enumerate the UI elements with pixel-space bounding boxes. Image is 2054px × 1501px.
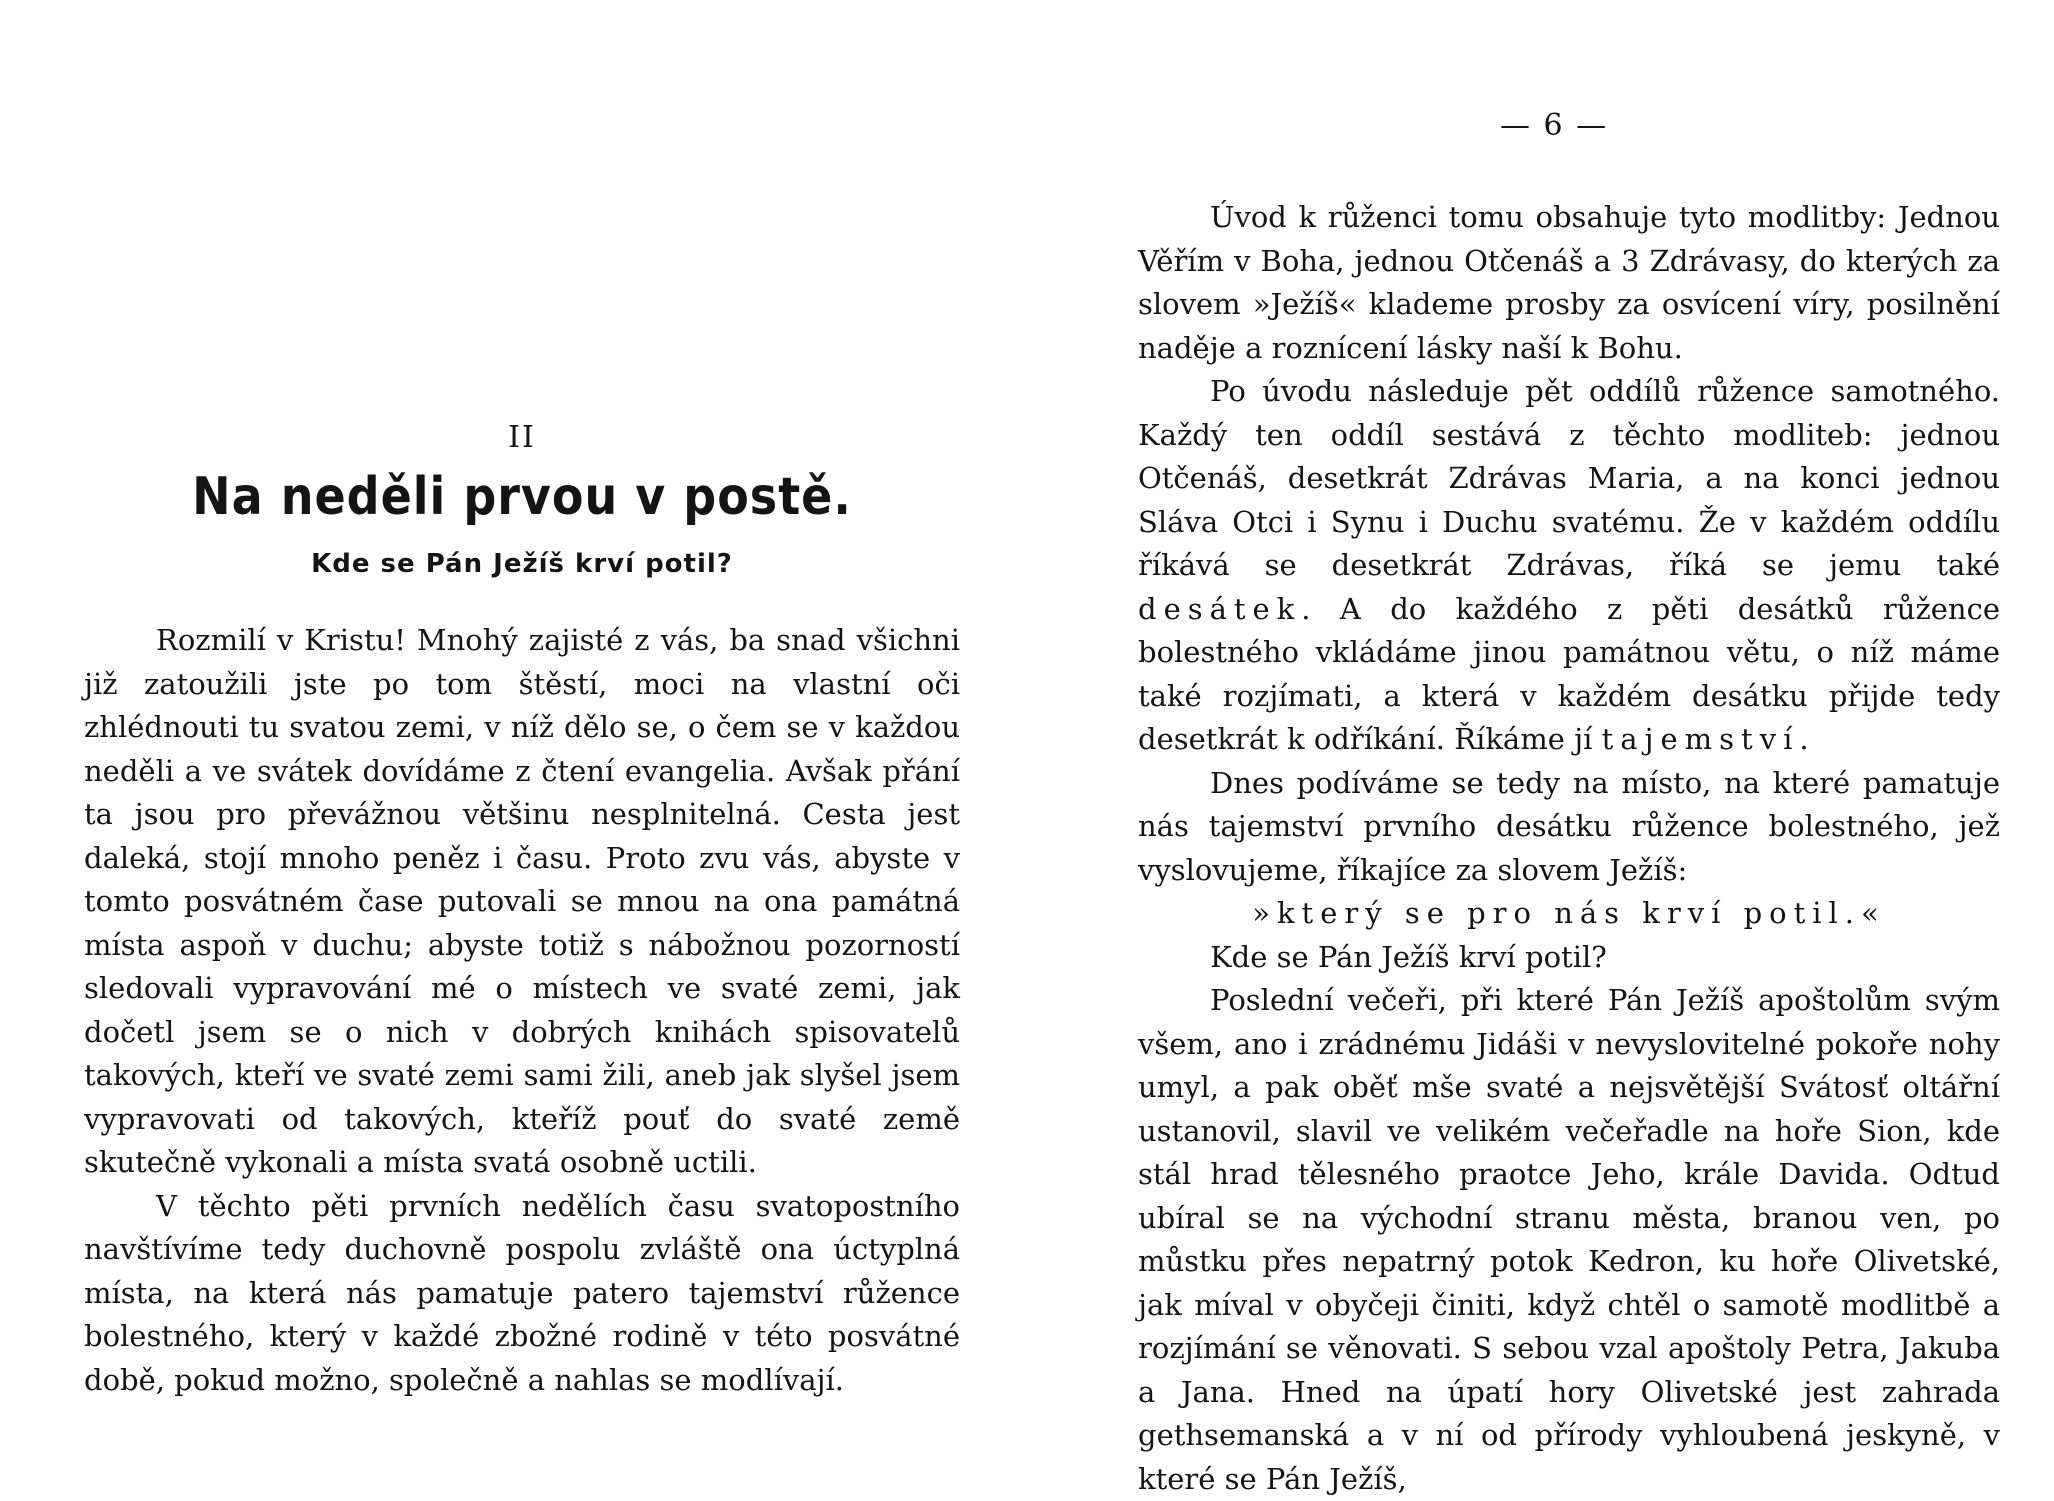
paragraph: Úvod k růženci tomu obsahuje tyto modlitby: Jednou Věřím v Boha, jednou Otčenáš a 3 Zdrávasy, do kterých za slovem »Ježíš« klademe prosby za osvícení víry, posilnění naděje a roznícení lásky naší k Bohu.	[1138, 200, 2000, 365]
paragraph: Rozmilí v Kristu! Mnohý zajisté z vás, ba snad všichni již zatoužili jste po tom štěstí, moci na vlastní oči zhlédnouti tu svatou zemi, v níž dělo se, o čem se v každou neděli a ve svátek dovídáme z čtení evangelia. Avšak přání ta jsou pro převážnou většinu nesplnitelná. Cesta jest daleká, stojí mnoho peněz i času. Proto zvu vás, abyste v tomto posvátném čase putovali se mnou na ona památná místa aspoň v duchu; abyste totiž s nábožnou pozorností sledovali vypravování mé o místech ve svaté zemi, jak dočetl jsem se o nich v dobrých knihách spisovatelů takových, kteří ve svaté zemi sami žili, aneb jak slyšel jsem vypravovati od takových, kteříž pouť do svaté země skutečně vykonali a místa svatá osobně uctili.	[84, 623, 960, 1179]
paragraph-text: . A do každého z pěti desátků růžence bolestného vkládáme jinou památnou větu, o níž máme také rozjímati, a která v každém desátku přijde tedy desetkrát k odříkání. Říkáme jí	[1138, 591, 2000, 756]
spaced-term: desátek	[1138, 591, 1302, 626]
left-page	[84, 420, 960, 1402]
right-page	[1138, 196, 2000, 1501]
section-number: II	[508, 420, 536, 455]
paragraph	[1138, 370, 2000, 762]
paragraph: Dnes podíváme se tedy na místo, na které pamatuje nás tajemství prvního desátku růžence bolestného, jež vyslovujeme, říkajíce za slovem Ježíš:	[1138, 765, 2000, 887]
paragraph: Kde se Pán Ježíš krví potil?	[1210, 939, 1607, 974]
chapter-subtitle: Kde se Pán Ježíš krví potil?	[311, 549, 733, 579]
paragraph-text: Po úvodu následuje pět oddílů růžence samotného. Každý ten oddíl sestává z těchto modliteb: jednou Otčenáš, desetkrát Zdrávas Maria, a na konci jednou Sláva Otci i Synu i Duchu svatému. Že v každém oddílu říkává se desetkrát Zdrávas, říká se jemu také	[1138, 374, 2000, 582]
paragraph: V těchto pěti prvních nedělích času svatopostního navštívíme tedy duchovně pospolu zvláště ona úctyplná místa, na která nás pamatuje patero tajemství růžence bolestného, který v každé zbožné rodině v této posvátné době, pokud možno, společně a nahlas se modlívají.	[84, 1188, 960, 1397]
spaced-term: tajemství	[1601, 722, 1800, 756]
paragraph-text: .	[1799, 722, 1809, 756]
page-number: — 6 —	[1500, 108, 1609, 143]
paragraph: Poslední večeři, při které Pán Ježíš apoštolům svým všem, ano i zrádnému Jidáši v nevyslovitelné pokoře nohy umyl, a pak oběť mše svaté a nejsvětější Svátosť oltářní ustanovil, slavil ve velikém večeřadle na hoře Sion, kde stál hrad tělesného praotce Jeho, krále Davida. Odtud ubíral se na východní stranu města, branou ven, po můstku přes nepatrný potok Kedron, ku hoře Olivetské, jak míval v obyčeji činiti, když chtěl o samotě modlitbě a rozjímání se věnovati. S sebou vzal apoštoly Petra, Jakuba a Jana. Hned na úpatí hory Olivetské jest zahrada gethsemanská a v ní od přírody vyhloubená jeskyně, v které se Pán Ježíš,	[1138, 983, 2000, 1496]
right-body-text	[1138, 196, 2000, 1501]
left-body-text	[84, 619, 960, 1402]
chapter-title: Na neděli prvou v postě.	[192, 465, 852, 527]
quote-line: »který se pro nás krví potil.«	[1252, 896, 1886, 930]
